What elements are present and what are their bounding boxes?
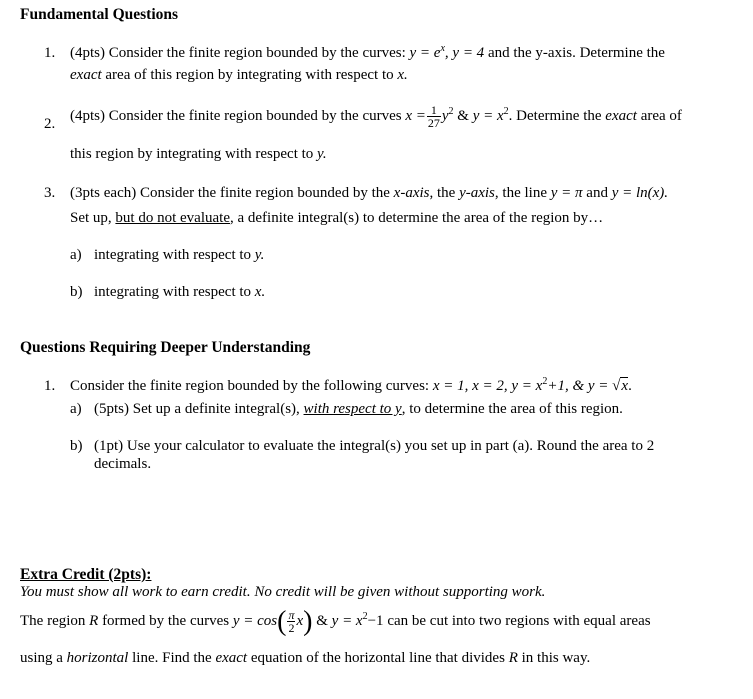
section-title-fundamental: Fundamental Questions: [20, 6, 179, 23]
fq1-number: 1.: [44, 45, 56, 61]
dq1b-label: b): [70, 438, 83, 454]
fraction-1-27: $\frac{1}{27}$: [427, 103, 440, 131]
extra-line2: using a horizontal line. Find the exact equation of the horizontal line that divides R in this way.: [20, 650, 591, 666]
fq3a-text: integrating with respect to y.: [94, 247, 265, 263]
section-title-extra: Extra Credit (2pts):: [20, 566, 152, 583]
section-title-deeper: Questions Requiring Deeper Understanding: [20, 339, 311, 356]
fq2-number: 2.: [44, 116, 56, 132]
dq1a-label: a): [70, 401, 82, 417]
dq1b-line2: decimals.: [94, 456, 152, 472]
fq3a-label: a): [70, 247, 82, 263]
dq1a-text: (5pts) Set up a definite integral(s), with respect to y, to determine the area of this region.: [94, 401, 623, 417]
extra-line1: The region R formed by the curves y = cos( $\frac{\pi}{2}$ x) & $y = x^2-1$ can be cut into two regions with equal areas: [20, 606, 651, 637]
dq1b-line1: (1pt) Use your calculator to evaluate the integral(s) you set up in part (a). Round the area to 2: [94, 438, 655, 454]
fq3-number: 3.: [44, 185, 56, 201]
fq3-line2: Set up, but do not evaluate, a definite integral(s) to determine the area of the region by…: [70, 210, 604, 226]
fq1-line1: (4pts) Consider the finite region bounded by the curves: $y = e^x$, y = 4 and the y-axis. Determine the: [70, 43, 665, 61]
fq3-line1: (3pts each) Consider the finite region bounded by the x-axis, the y-axis, the line y = π and y = ln(x).: [70, 185, 669, 201]
dq1-line1: Consider the finite region bounded by the following curves: x = 1, x = 2, $y = x^2+1$, & y = √x.: [70, 376, 632, 394]
fq3b-label: b): [70, 284, 83, 300]
extra-note: You must show all work to earn credit. No credit will be given without supporting work.: [20, 584, 546, 600]
fq2-line2: this region by integrating with respect to y.: [70, 146, 327, 162]
fq1-line2: exact area of this region by integrating with respect to x.: [70, 67, 408, 83]
fq3b-text: integrating with respect to x.: [94, 284, 266, 300]
fraction-pi-2: $\frac{\pi}{2}$: [288, 608, 295, 636]
dq1-number: 1.: [44, 378, 56, 394]
fq2-line1: (4pts) Consider the finite region bounded by the curves x = $\frac{1}{27}$ $y^2$ & $y = x^2$. Determine the exact area of: [70, 103, 682, 131]
